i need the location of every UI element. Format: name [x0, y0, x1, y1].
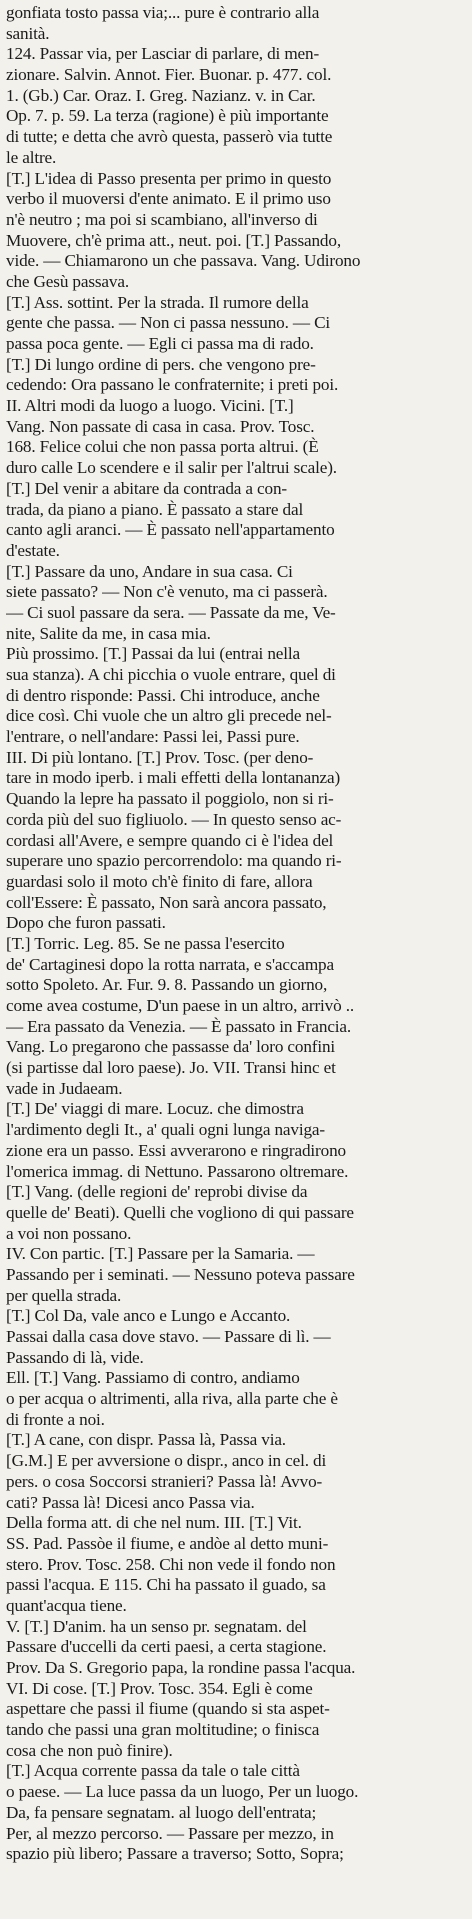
- text-line-91: [6, 1865, 466, 1886]
- text-line-84: tando che passi una gran moltitudine; o finisca: [6, 1720, 320, 1740]
- text-line-68: o per acqua o altrimenti, alla riva, alla parte che è: [6, 1389, 338, 1409]
- text-line-61: IV. Con partic. [T.] Passare per la Samaria. —: [6, 1244, 315, 1264]
- text-line-65: Passai dalla casa dove stavo. — Passare di lì. —: [6, 1327, 331, 1346]
- text-line-45: Dopo che furon passati.: [6, 913, 166, 933]
- text-line-40: corda più del suo figliuolo. — In questo senso ac-: [6, 809, 342, 829]
- text-line-72: pers. o cosa Soccorsi stranieri? Passa là! Avvo-: [6, 1471, 323, 1491]
- text-line-24: [T.] Del venir a abitare da contrada a con-: [6, 478, 287, 498]
- text-line-36: l'entrare, o nell'andare: Passi lei, Passi pure.: [6, 727, 300, 747]
- text-line-21: Vang. Non passate di casa in casa. Prov. Tosc.: [6, 416, 315, 436]
- text-line-79: V. [T.] D'anim. ha un senso pr. segnatam. del: [6, 1616, 307, 1636]
- text-line-14: che Gesù passava.: [6, 271, 129, 291]
- text-line-33: sua stanza). A chi picchia o vuole entrare, quel di: [6, 665, 336, 684]
- text-line-42: superare uno spazio percorrendolo: ma quando ri-: [6, 851, 342, 871]
- text-line-66: Passando di là, vide.: [6, 1347, 144, 1367]
- text-line-12: Muovere, ch'è prima att., neut. poi. [T.] Passando,: [6, 230, 341, 250]
- text-line-89: Per, al mezzo percorso. — Passare per mezzo, in: [6, 1823, 334, 1843]
- text-line-23: duro calle Lo scendere e il salir per l'altrui scale).: [6, 458, 337, 478]
- text-line-53: vade in Judaeam.: [6, 1078, 123, 1098]
- text-line-74: Della forma att. di che nel num. III. [T.] Vit.: [6, 1513, 302, 1533]
- text-line-82: VI. Di cose. [T.] Prov. Tosc. 354. Egli è come: [6, 1678, 313, 1698]
- text-line-10: verbo il muoversi d'ente animato. E il primo uso: [6, 189, 331, 209]
- text-line-34: di dentro risponde: Passi. Chi introduce, anche: [6, 685, 320, 705]
- text-line-78: quant'acqua tiene.: [6, 1595, 127, 1615]
- text-line-52: (si partisse dal loro paese). Jo. VII. Transi hinc et: [6, 1058, 336, 1078]
- text-line-88: Da, fa pensare segnatam. al luogo dell'entrata;: [6, 1802, 317, 1822]
- text-line-15: [T.] Ass. sottint. Per la strada. Il rumore della: [6, 292, 309, 312]
- text-line-11: n'è neutro ; ma poi si scambiano, all'inverso di: [6, 209, 318, 229]
- text-line-16: gente che passa. — Non ci passa nessuno. — Ci: [6, 313, 331, 333]
- text-line-3: 124. Passar via, per Lasciar di parlare, di men-: [6, 44, 320, 64]
- text-line-50: — Era passato da Venezia. — È passato in Francia.: [6, 1016, 352, 1036]
- text-line-55: l'ardimento degli It., a' quali ogni lunga naviga-: [6, 1120, 325, 1140]
- text-line-47: de' Cartaginesi dopo la rotta narrata, e s'accampa: [6, 954, 334, 974]
- text-line-58: [T.] Vang. (delle regioni de' reprobi divise da: [6, 1182, 308, 1202]
- text-line-77: passi l'acqua. E 115. Chi ha passato il guado, sa: [6, 1575, 326, 1595]
- text-line-38: tare in modo iperb. i mali effetti della lontananza): [6, 768, 341, 788]
- text-line-18: [T.] Di lungo ordine di pers. che vengono pre-: [6, 354, 316, 374]
- text-line-37: III. Di più lontano. [T.] Prov. Tosc. (per deno-: [6, 747, 314, 767]
- text-line-6: Op. 7. p. 59. La terza (ragione) è più importante: [6, 106, 329, 126]
- text-line-39: Quando la lepre ha passato il poggiolo, non si ri-: [6, 789, 334, 809]
- text-line-41: cordasi all'Avere, e sempre quando ci è l'idea del: [6, 830, 334, 850]
- text-line-63: per quella strada.: [6, 1285, 122, 1305]
- text-line-29: siete passato? — Non c'è venuto, ma ci passerà.: [6, 582, 328, 602]
- text-line-44: coll'Essere: È passato, Non sarà ancora passato,: [6, 892, 327, 912]
- text-line-54: [T.] De' viaggi di mare. Locuz. che dimostra: [6, 1099, 304, 1119]
- text-line-35: dice così. Chi vuole che un altro gli precede nel-: [6, 706, 332, 726]
- text-line-7: di tutte; e detta che avrò questa, passerò via tutte: [6, 127, 333, 147]
- text-line-19: cedendo: Ora passano le confraternite; i preti poi.: [6, 375, 339, 395]
- text-line-59: quelle de' Beati). Quelli che vogliono di qui passare: [6, 1202, 354, 1222]
- text-line-32: Più prossimo. [T.] Passai da lui (entrai nella: [6, 644, 300, 664]
- text-line-20: II. Altri modi da luogo a luogo. Vicini. [T.]: [6, 396, 294, 416]
- text-line-90: spazio più libero; Passare a traverso; Sotto, Sopra;: [6, 1844, 344, 1864]
- text-line-69: di fronte a noi.: [6, 1409, 105, 1429]
- text-line-22: 168. Felice colui che non passa porta altrui. (È: [6, 437, 319, 457]
- text-line-86: [T.] Acqua corrente passa da tale o tale città: [6, 1761, 300, 1781]
- text-line-27: d'estate.: [6, 540, 60, 560]
- text-line-31: nite, Salite da me, in casa mia.: [6, 623, 211, 643]
- text-line-17: passa poca gente. — Egli ci passa ma di rado.: [6, 334, 314, 353]
- text-line-51: Vang. Lo pregarono che passasse da' loro confini: [6, 1037, 336, 1057]
- text-line-75: SS. Pad. Passòe il fiume, e andòe al detto muni-: [6, 1533, 329, 1553]
- text-line-2: sanità.: [6, 23, 50, 43]
- text-line-4: zionare. Salvin. Annot. Fier. Buonar. p. 477. col.: [6, 65, 332, 85]
- text-line-5: 1. (Gb.) Car. Oraz. I. Greg. Nazianz. v. in Car.: [6, 85, 316, 105]
- text-line-60: a voi non possano.: [6, 1223, 132, 1243]
- text-line-26: canto agli aranci. — È passato nell'appartamento: [6, 520, 335, 540]
- text-line-13: vide. — Chiamarono un che passava. Vang. Udirono: [6, 251, 361, 271]
- text-line-9: [T.] L'idea di Passo presenta per primo in questo: [6, 168, 332, 188]
- text-line-8: le altre.: [6, 147, 57, 167]
- text-line-73: cati? Passa là! Dicesi anco Passa via.: [6, 1492, 255, 1512]
- text-line-67: Ell. [T.] Vang. Passiamo di contro, andiamo: [6, 1368, 300, 1388]
- text-line-80: Passare d'uccelli da certi paesi, a certa stagione.: [6, 1637, 327, 1657]
- text-line-83: aspettare che passi il fiume (quando si sta aspet-: [6, 1699, 330, 1719]
- text-line-81: Prov. Da S. Gregorio papa, la rondine passa l'acqua.: [6, 1658, 356, 1677]
- text-line-25: trada, da piano a piano. È passato a stare dal: [6, 499, 304, 519]
- text-line-28: [T.] Passare da uno, Andare in sua casa. Ci: [6, 561, 293, 581]
- text-line-48: sotto Spoleto. Ar. Fur. 9. 8. Passando un giorno,: [6, 975, 328, 995]
- text-line-57: l'omerica immag. di Nettuno. Passarono oltremare.: [6, 1161, 349, 1181]
- text-line-43: guardasi solo il moto ch'è finito di fare, allora: [6, 871, 313, 891]
- text-line-62: Passando per i seminati. — Nessuno poteva passare: [6, 1264, 355, 1284]
- text-line-70: [T.] A cane, con dispr. Passa là, Passa via.: [6, 1430, 286, 1450]
- text-line-87: o paese. — La luce passa da un luogo, Per un luogo.: [6, 1782, 359, 1802]
- text-line-71: [G.M.] E per avversione o dispr., anco in cel. di: [6, 1451, 327, 1471]
- text-line-56: zione era un passo. Essi avverarono e ringradirono: [6, 1140, 346, 1160]
- text-line-30: — Ci suol passare da sera. — Passate da me, Ve-: [6, 602, 336, 622]
- text-line-1: gonfiata tosto passa via;... pure è contrario alla: [6, 3, 320, 22]
- text-line-64: [T.] Col Da, vale anco e Lungo e Accanto.: [6, 1306, 291, 1326]
- text-line-76: stero. Prov. Tosc. 258. Chi non vede il fondo non: [6, 1554, 336, 1574]
- text-line-46: [T.] Torric. Leg. 85. Se ne passa l'esercito: [6, 933, 285, 953]
- text-line-49: come avea costume, D'un paese in un altro, arrivò ..: [6, 996, 354, 1015]
- text-line-85: cosa che non può finire).: [6, 1740, 173, 1760]
